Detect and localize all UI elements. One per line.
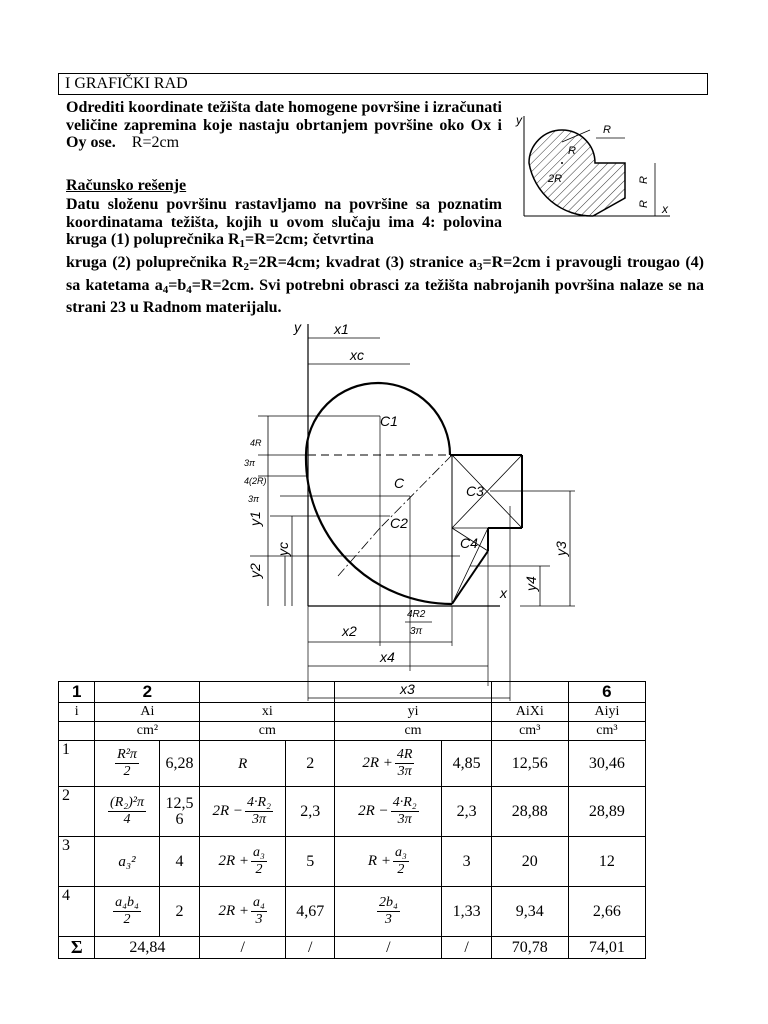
fig-label-3pi-b: 3π [248,494,260,504]
fig-frac-num: 4R2 [407,609,426,620]
table-row: 2 $\frac{\text{(R₂)²π}}{4}$ 12,5 6 2R − $\frac{\text{4·R₂}}{3\pi}$ 2,3 2R − $\frac{\text{4·R₂}}{3\pi}$ 2,3 28,88 28,89 [59,787,646,837]
table-header-row: i Ai xi yi AiXi Aiyi [59,703,646,722]
task-text: Odrediti koordinate težišta date homogene površine i izračunati veličine zapremina koje nastaju obrtanjem površine oko Ox i Oy ose. R=2cm [66,99,502,151]
section-title: I GRAFIČKI RAD [65,75,188,92]
small-shape-figure [510,108,685,228]
solution-paragraph-b: kruga (2) poluprečnika $R_2=2R=4cm$; kvadrat (3) stranice $a_3=R=2cm$ i pravougli trougao (4) sa katetama $a_4=b_4=R=2cm$. Svi potrebni obrasci za težišta nabrojanih površina nalaze se na strani 23 u Radnom materijalu. [66,254,705,316]
fig-y1: y1 [247,511,263,526]
fig-x3: x3 [400,681,415,697]
small-x-label: x [662,202,668,216]
small-right-r2: R [638,200,650,208]
fig-xc: xc [350,347,364,363]
fig-y3: y3 [553,541,569,556]
fig-c3: C3 [466,483,484,499]
main-centroid-figure [230,316,580,706]
table-row: 4 $\frac{\text{a₄b₄}}{2}$ 2 2R + $\frac{\text{a₄}}{3}$ 4,67 $\frac{\text{2b₄}}{3}$ 1,33 9,34 2,66 [59,887,646,937]
section-header [58,73,708,95]
fig-c1: C1 [380,413,398,429]
fig-y2: y2 [247,563,263,578]
table-sum-row: Σ 24,84 / / / / 70,78 74,01 [59,937,646,959]
centroid-table [58,681,646,959]
fig-label-3pi: 3π [244,458,256,468]
fig-x4: x4 [380,649,395,665]
fig-x1: x1 [334,321,349,337]
small-2r-label: 2R [548,173,563,185]
fig-label-4r: 4R [250,438,262,448]
solution-paragraph-a: Datu složenu površinu rastavljamo na površine sa poznatim koordinatama težišta, kojih u ovom slučaju ima 4: polovina kruga (1) poluprečnika $R_1=R=2cm$; četvrtina [66,196,502,250]
table-units-row: cm² cm cm cm³ cm³ [59,722,646,741]
fig-c: C [394,475,405,491]
small-top-r: R [603,124,611,136]
fig-y4: y4 [523,576,539,591]
fig-frac-den: 3π [410,626,423,637]
small-right-r1: R [638,176,650,184]
fig-label-4-2r: 4(2R) [244,476,267,486]
fig-c2: C2 [390,515,408,531]
fig-c4: C4 [460,535,478,551]
table-row: 1 $\frac{\text{R²π}}{2}$ 6,28 R 2 2R + $\frac{4R}{3\pi}$ 4,85 12,56 30,46 [59,741,646,787]
radius-value: R=2cm [131,134,180,151]
solution-heading: Računsko rešenje [66,177,187,194]
fig-x-axis: x [500,585,507,601]
small-r-label: R [568,145,576,157]
fig-y-axis: y [294,319,301,335]
table-col-numbers: 1 2 6 [59,682,646,703]
fig-x2: x2 [342,623,357,639]
small-y-label: y [516,113,522,127]
table-row: 3 a₃² 4 2R + $\frac{\text{a₃}}{2}$ 5 R + $\frac{\text{a₃}}{2}$ 3 20 12 [59,837,646,887]
fig-yc: yc [275,542,291,556]
